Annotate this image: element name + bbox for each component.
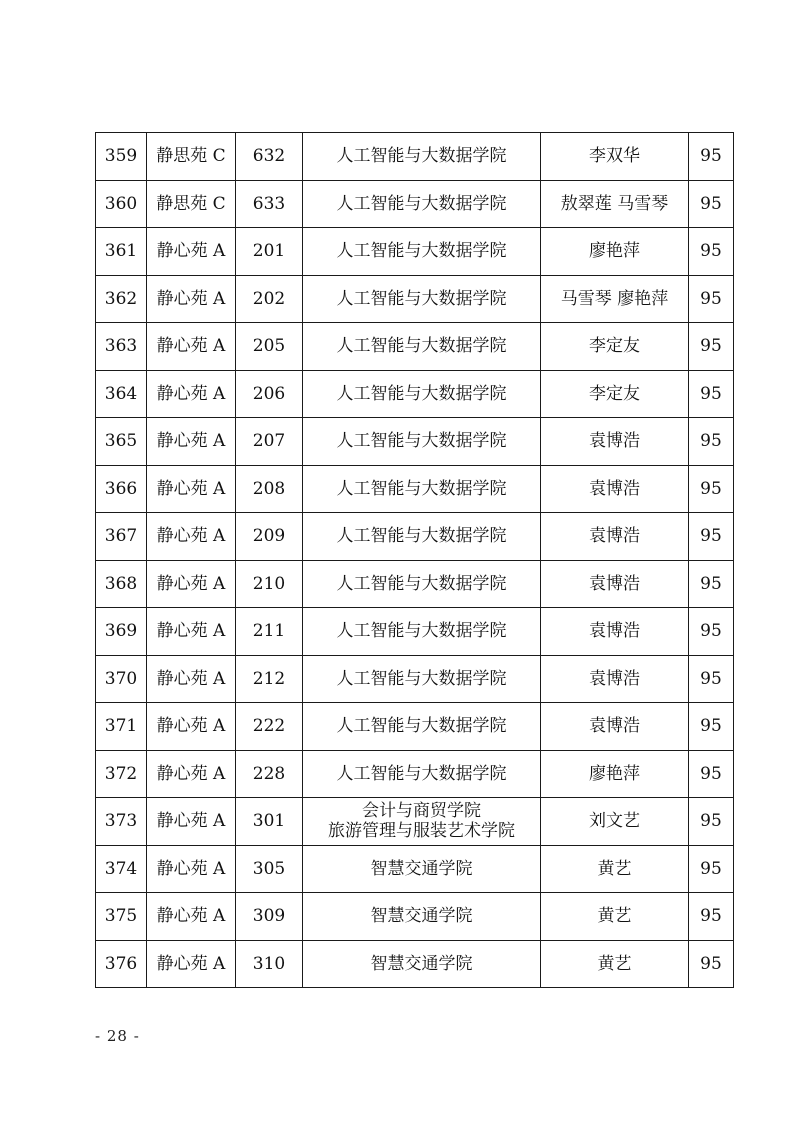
row-number-cell: 364 (96, 370, 147, 418)
college-cell (303, 465, 541, 513)
score-cell: 95 (689, 940, 734, 988)
teacher-cell: 袁博浩 (541, 655, 689, 703)
college-name: 智慧交通学院 (370, 858, 473, 879)
table-row (96, 370, 734, 418)
college-name: 会计与商贸学院 (362, 801, 481, 822)
dormitory-inspection-table (95, 132, 734, 988)
score-cell: 95 (689, 513, 734, 561)
college-name: 人工智能与大数据学院 (336, 526, 507, 547)
college-name: 人工智能与大数据学院 (336, 336, 507, 357)
college-cell (303, 608, 541, 656)
score-cell: 95 (689, 560, 734, 608)
college-cell (303, 513, 541, 561)
table-row (96, 465, 734, 513)
teacher-cell: 袁博浩 (541, 560, 689, 608)
room-number-cell: 211 (236, 608, 303, 656)
room-number-cell: 212 (236, 655, 303, 703)
college-cell (303, 940, 541, 988)
table-row (96, 180, 734, 228)
score-cell: 95 (689, 893, 734, 941)
row-number-cell: 373 (96, 798, 147, 846)
building-cell: 静心苑 A (147, 893, 236, 941)
building-cell: 静心苑 A (147, 418, 236, 466)
building-cell: 静心苑 A (147, 228, 236, 276)
college-cell (303, 703, 541, 751)
teacher-cell: 廖艳萍 (541, 228, 689, 276)
college-cell (303, 845, 541, 893)
college-name: 人工智能与大数据学院 (336, 763, 507, 784)
teacher-cell: 黄艺 (541, 845, 689, 893)
table-row (96, 703, 734, 751)
teacher-cell: 刘文艺 (541, 798, 689, 846)
building-cell: 静心苑 A (147, 370, 236, 418)
college-name: 人工智能与大数据学院 (336, 621, 507, 642)
room-number-cell: 222 (236, 703, 303, 751)
building-cell: 静心苑 A (147, 798, 236, 846)
building-cell: 静心苑 A (147, 560, 236, 608)
room-number-cell: 305 (236, 845, 303, 893)
college-name: 智慧交通学院 (370, 953, 473, 974)
row-number-cell: 369 (96, 608, 147, 656)
table-row (96, 323, 734, 371)
table-row (96, 845, 734, 893)
row-number-cell: 360 (96, 180, 147, 228)
building-cell: 静心苑 A (147, 703, 236, 751)
table-row (96, 608, 734, 656)
college-cell (303, 798, 541, 846)
room-number-cell: 209 (236, 513, 303, 561)
teacher-cell: 李定友 (541, 323, 689, 371)
college-name: 人工智能与大数据学院 (336, 383, 507, 404)
score-cell: 95 (689, 133, 734, 181)
college-name: 人工智能与大数据学院 (336, 478, 507, 499)
room-number-cell: 208 (236, 465, 303, 513)
row-number-cell: 374 (96, 845, 147, 893)
college-name: 人工智能与大数据学院 (336, 431, 507, 452)
teacher-cell: 李定友 (541, 370, 689, 418)
building-cell: 静心苑 A (147, 845, 236, 893)
college-cell (303, 655, 541, 703)
score-cell: 95 (689, 323, 734, 371)
score-cell: 95 (689, 370, 734, 418)
room-number-cell: 633 (236, 180, 303, 228)
college-cell (303, 133, 541, 181)
dormitory-inspection-table-wrapper (95, 132, 733, 988)
teacher-cell: 袁博浩 (541, 465, 689, 513)
building-cell: 静思苑 C (147, 180, 236, 228)
building-cell: 静心苑 A (147, 275, 236, 323)
room-number-cell: 210 (236, 560, 303, 608)
score-cell: 95 (689, 798, 734, 846)
row-number-cell: 361 (96, 228, 147, 276)
room-number-cell: 202 (236, 275, 303, 323)
score-cell: 95 (689, 418, 734, 466)
row-number-cell: 362 (96, 275, 147, 323)
teacher-cell: 袁博浩 (541, 513, 689, 561)
table-row (96, 798, 734, 846)
teacher-cell: 马雪琴 廖艳萍 (541, 275, 689, 323)
row-number-cell: 376 (96, 940, 147, 988)
score-cell: 95 (689, 608, 734, 656)
building-cell: 静心苑 A (147, 513, 236, 561)
row-number-cell: 367 (96, 513, 147, 561)
building-cell: 静心苑 A (147, 323, 236, 371)
row-number-cell: 363 (96, 323, 147, 371)
teacher-cell: 袁博浩 (541, 703, 689, 751)
room-number-cell: 632 (236, 133, 303, 181)
score-cell: 95 (689, 703, 734, 751)
college-name: 人工智能与大数据学院 (336, 193, 507, 214)
row-number-cell: 366 (96, 465, 147, 513)
college-cell (303, 750, 541, 798)
score-cell: 95 (689, 275, 734, 323)
teacher-cell: 李双华 (541, 133, 689, 181)
college-name: 智慧交通学院 (370, 906, 473, 927)
teacher-cell: 敖翠莲 马雪琴 (541, 180, 689, 228)
building-cell: 静心苑 A (147, 608, 236, 656)
teacher-cell: 廖艳萍 (541, 750, 689, 798)
score-cell: 95 (689, 845, 734, 893)
building-cell: 静心苑 A (147, 465, 236, 513)
page-number: - 28 - (95, 1027, 140, 1045)
row-number-cell: 359 (96, 133, 147, 181)
teacher-cell: 袁博浩 (541, 418, 689, 466)
room-number-cell: 228 (236, 750, 303, 798)
table-row (96, 655, 734, 703)
table-row (96, 560, 734, 608)
college-name: 人工智能与大数据学院 (336, 573, 507, 594)
table-row (96, 418, 734, 466)
table-row (96, 275, 734, 323)
row-number-cell: 368 (96, 560, 147, 608)
room-number-cell: 205 (236, 323, 303, 371)
college-cell (303, 418, 541, 466)
building-cell: 静心苑 A (147, 655, 236, 703)
college-cell (303, 323, 541, 371)
teacher-cell: 黄艺 (541, 940, 689, 988)
table-row (96, 133, 734, 181)
college-cell (303, 370, 541, 418)
row-number-cell: 370 (96, 655, 147, 703)
score-cell: 95 (689, 750, 734, 798)
college-name: 人工智能与大数据学院 (336, 288, 507, 309)
college-cell (303, 560, 541, 608)
college-cell (303, 893, 541, 941)
row-number-cell: 375 (96, 893, 147, 941)
table-body (96, 133, 734, 988)
score-cell: 95 (689, 465, 734, 513)
room-number-cell: 310 (236, 940, 303, 988)
row-number-cell: 372 (96, 750, 147, 798)
building-cell: 静思苑 C (147, 133, 236, 181)
college-cell (303, 275, 541, 323)
score-cell: 95 (689, 228, 734, 276)
table-row (96, 513, 734, 561)
college-name: 人工智能与大数据学院 (336, 716, 507, 737)
college-name: 人工智能与大数据学院 (336, 146, 507, 167)
college-cell (303, 228, 541, 276)
table-row (96, 750, 734, 798)
building-cell: 静心苑 A (147, 750, 236, 798)
room-number-cell: 201 (236, 228, 303, 276)
teacher-cell: 袁博浩 (541, 608, 689, 656)
score-cell: 95 (689, 655, 734, 703)
college-name: 人工智能与大数据学院 (336, 241, 507, 262)
room-number-cell: 206 (236, 370, 303, 418)
college-name: 人工智能与大数据学院 (336, 668, 507, 689)
room-number-cell: 207 (236, 418, 303, 466)
college-name: 旅游管理与服装艺术学院 (328, 821, 515, 842)
table-row (96, 940, 734, 988)
score-cell: 95 (689, 180, 734, 228)
college-cell (303, 180, 541, 228)
room-number-cell: 301 (236, 798, 303, 846)
row-number-cell: 371 (96, 703, 147, 751)
building-cell: 静心苑 A (147, 940, 236, 988)
row-number-cell: 365 (96, 418, 147, 466)
table-row (96, 893, 734, 941)
room-number-cell: 309 (236, 893, 303, 941)
table-row (96, 228, 734, 276)
teacher-cell: 黄艺 (541, 893, 689, 941)
